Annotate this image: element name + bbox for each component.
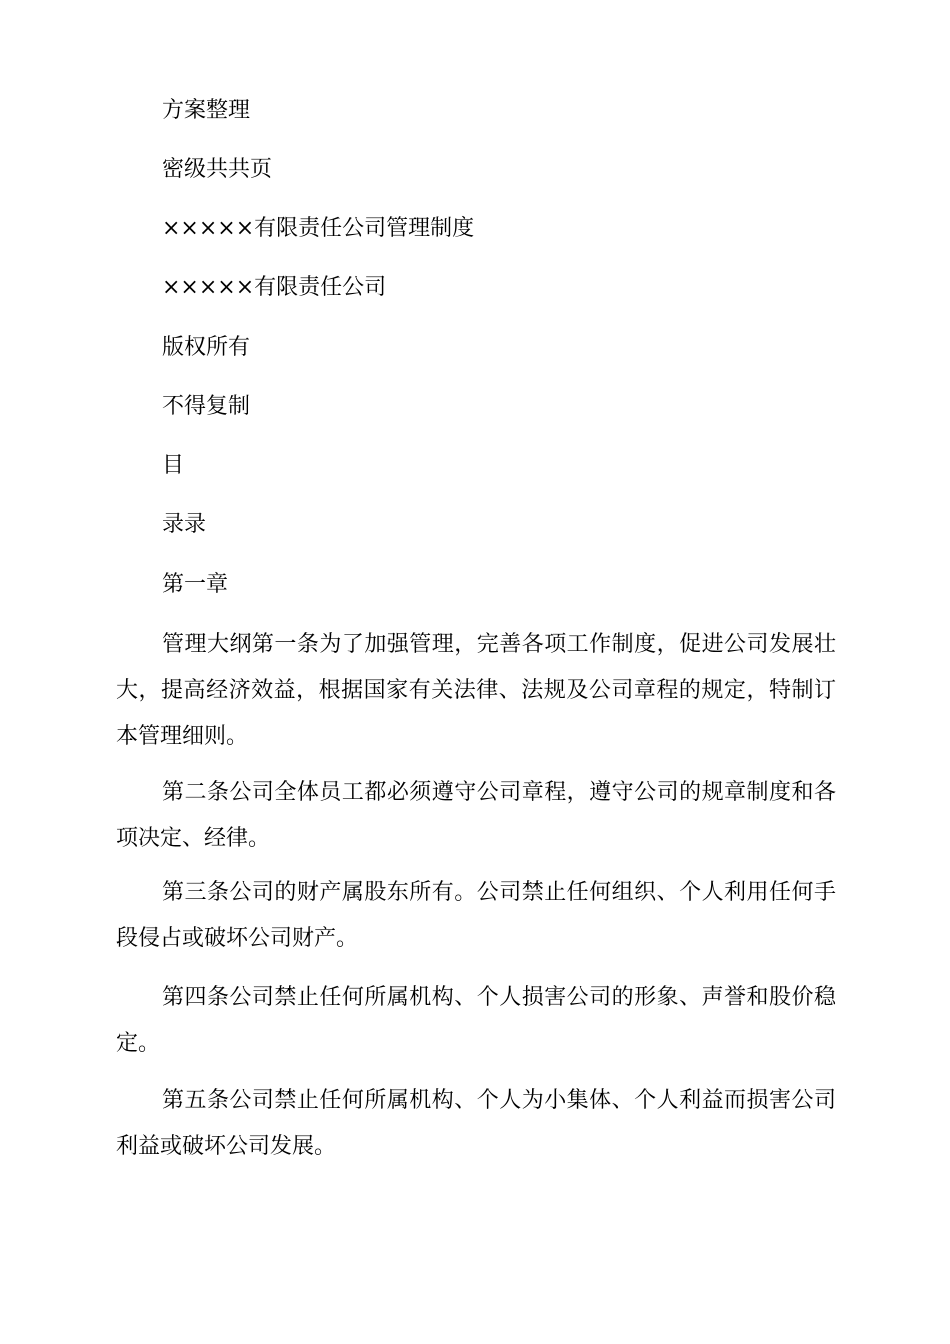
article-paragraph: 第五条公司禁止任何所属机构、个人为小集体、个人利益而损害公司利益或破坏公司发展。 <box>116 1088 836 1159</box>
article-paragraph: 管理大纲第一条为了加强管理，完善各项工作制度，促进公司发展壮大，提高经济效益，根据国家有关法律、法规及公司章程的规定，特制订本管理细则。 <box>116 632 836 749</box>
company-name: ×××××有限责任公司 <box>162 275 387 300</box>
doc-title: ×××××有限责任公司管理制度 <box>162 216 475 241</box>
doc-security-level: 密级共共页 <box>162 157 273 182</box>
toc-heading-part1: 目 <box>162 453 185 478</box>
doc-label-arrangement: 方案整理 <box>162 98 251 123</box>
article-paragraph: 第四条公司禁止任何所属机构、个人损害公司的形象、声誉和股价稳定。 <box>116 985 836 1056</box>
chapter-heading: 第一章 <box>162 572 229 597</box>
toc-heading-part2: 录录 <box>162 512 207 537</box>
article-paragraph: 第二条公司全体员工都必须遵守公司章程，遵守公司的规章制度和各项决定、经律。 <box>116 780 836 851</box>
no-copy-notice: 不得复制 <box>162 394 251 419</box>
copyright-notice: 版权所有 <box>162 335 251 360</box>
article-paragraph: 第三条公司的财产属股东所有。公司禁止任何组织、个人利用任何手段侵占或破坏公司财产。 <box>116 880 836 951</box>
